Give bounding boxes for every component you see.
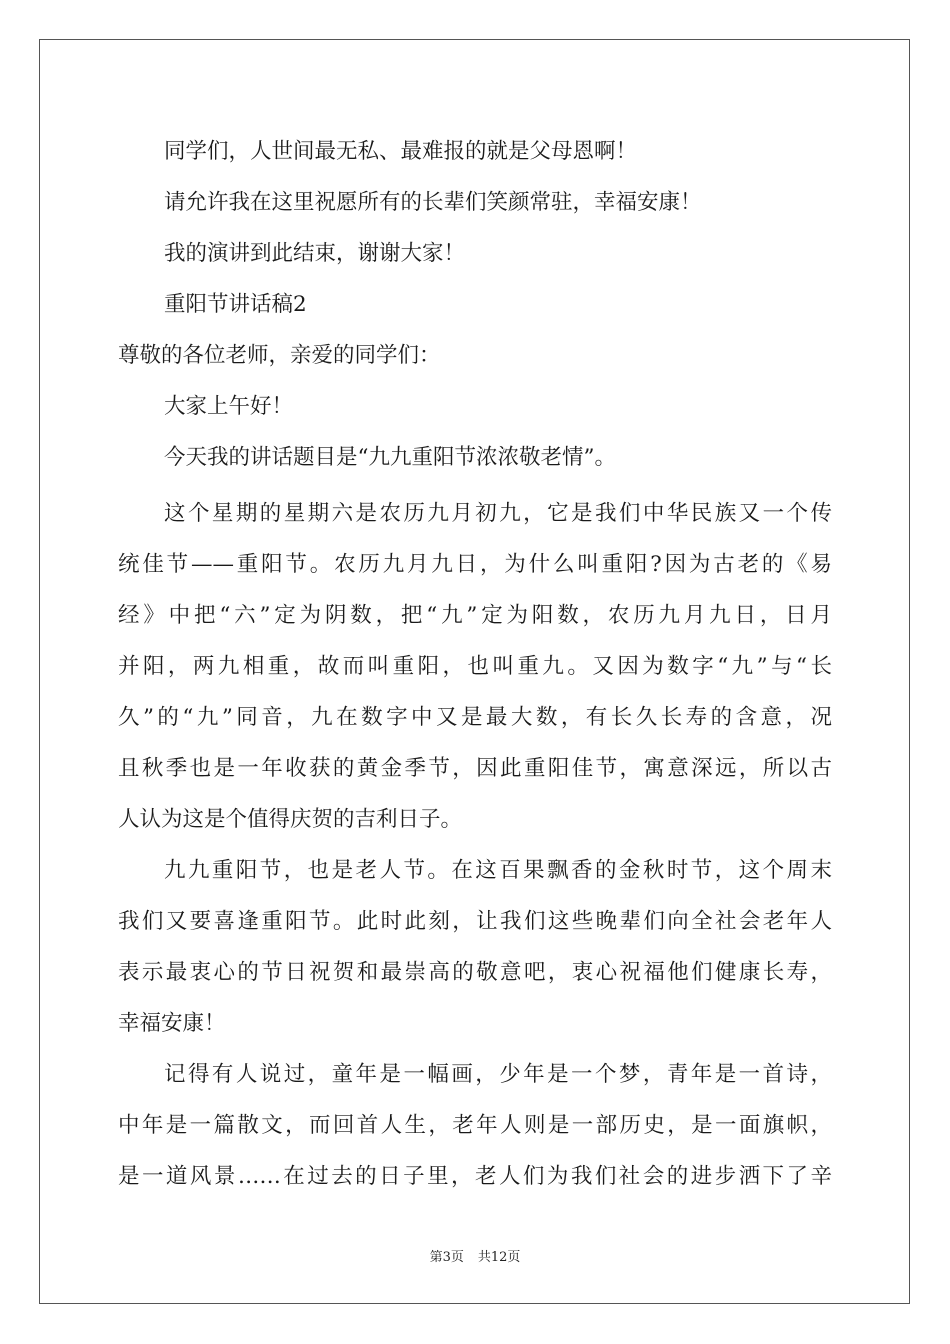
salutation: 尊敬的各位老师，亲爱的同学们： <box>118 343 441 368</box>
text-line: 记得有人说过，童年是一幅画，少年是一个梦，青年是一首诗， <box>164 1062 832 1087</box>
text-line: 中年是一篇散文，而回首人生，老年人则是一部历史，是一面旗帜， <box>118 1113 832 1138</box>
section-title: 重阳节讲话稿2 <box>164 292 307 317</box>
text-line: 久”的“九”同音，九在数字中又是最大数，有长久长寿的含意，况 <box>118 705 832 730</box>
text-line: 我的演讲到此结束，谢谢大家！ <box>164 241 466 266</box>
text-line: 幸福安康！ <box>118 1011 226 1036</box>
text-line: 且秋季也是一年收获的黄金季节，因此重阳佳节，寓意深远，所以古 <box>118 756 832 781</box>
speech-topic: 今天我的讲话题目是“九九重阳节浓浓敬老情”。 <box>164 445 616 470</box>
text-line: 请允许我在这里祝愿所有的长辈们笑颜常驻，幸福安康！ <box>164 190 702 215</box>
text-line: 九九重阳节，也是老人节。在这百果飘香的金秋时节，这个周末 <box>164 858 832 883</box>
document-body <box>118 126 832 1202</box>
text-line: 是一道风景……在过去的日子里，老人们为我们社会的进步洒下了辛 <box>118 1164 832 1189</box>
text-line: 表示最衷心的节日祝贺和最崇高的敬意吧，衷心祝福他们健康长寿， <box>118 960 832 985</box>
text-line: 这个星期的星期六是农历九月初九，它是我们中华民族又一个传 <box>164 501 832 526</box>
page-footer <box>0 1246 950 1265</box>
text-line: 经》中把“六”定为阴数，把“九”定为阳数，农历九月九日，日月 <box>118 603 832 628</box>
current-page-label: 第3页 <box>429 1250 464 1265</box>
total-pages-label: 共12页 <box>477 1250 521 1265</box>
text-line: 统佳节——重阳节。农历九月九日，为什么叫重阳?因为古老的《易 <box>118 552 832 577</box>
text-line: 人认为这是个值得庆贺的吉利日子。 <box>118 807 463 832</box>
text-line: 我们又要喜逢重阳节。此时此刻，让我们这些晚辈们向全社会老年人 <box>118 909 832 934</box>
text-line: 同学们，人世间最无私、最难报的就是父母恩啊！ <box>164 139 638 164</box>
text-line: 并阳，两九相重，故而叫重阳，也叫重九。又因为数字“九”与“长 <box>118 654 832 679</box>
greeting: 大家上午好！ <box>164 394 294 419</box>
